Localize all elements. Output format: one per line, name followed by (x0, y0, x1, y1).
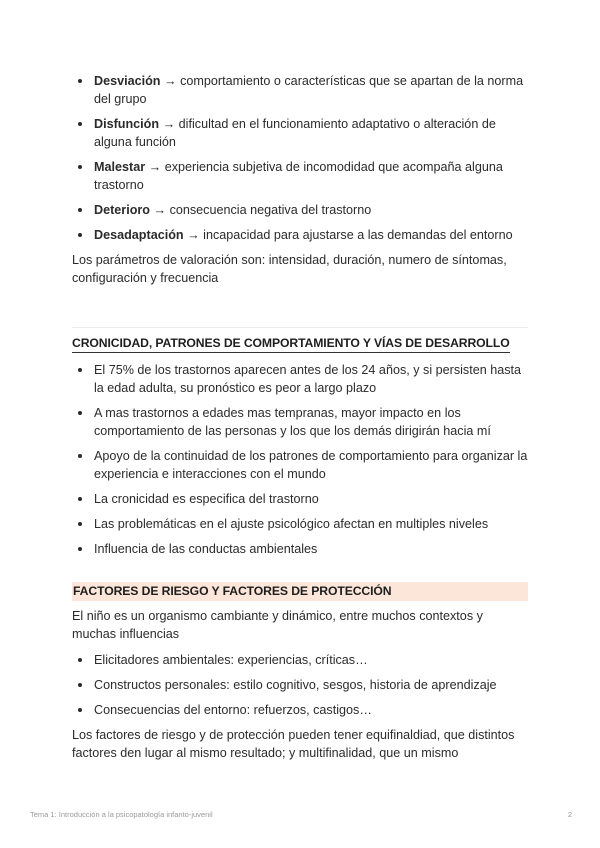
list-item-text: Constructos personales: estilo cognitivo, sesgos, historia de aprendizaje (94, 678, 497, 692)
list-item-text: Apoyo de la continuidad de los patrones de comportamiento para organizar la experiencia e interacciones con el mundo (94, 449, 528, 481)
intro-list (72, 72, 528, 244)
list-item-text: La cronicidad es especifica del trastorno (94, 492, 319, 506)
bullet-icon (78, 497, 82, 501)
list-item-text: → dificultad en el funcionamiento adaptativo o alteración de alguna función (94, 117, 496, 149)
list-item (72, 701, 528, 719)
section-heading-highlighted: FACTORES DE RIESGO Y FACTORES DE PROTECCIÓN (72, 582, 528, 601)
list-item (72, 72, 528, 108)
list-item-term: Desviación (94, 74, 161, 88)
list-item-text: A mas trastornos a edades mas tempranas, mayor impacto en los comportamiento de las personas y los que los demás dirigirán hacia mí (94, 406, 491, 438)
section-heading: CRONICIDAD, PATRONES DE COMPORTAMIENTO Y VÍAS DE DESARROLLO (72, 335, 510, 353)
list-item-text: → comportamiento o características que se apartan de la norma del grupo (94, 74, 524, 106)
list-item-text: Las problemáticas en el ajuste psicológico afectan en multiples niveles (94, 517, 489, 531)
footer-title: Tema 1: Introducción a la psicopatología infanto-juvenil (30, 810, 213, 819)
bullet-icon (78, 233, 82, 237)
list-item (72, 361, 528, 397)
section-paragraph: El niño es un organismo cambiante y dinámico, entre muchos contextos y muchas influencias (72, 609, 483, 641)
list-item (72, 201, 528, 219)
list-item-text: → incapacidad para ajustarse a las demandas del entorno (183, 228, 513, 242)
list-item (72, 404, 528, 440)
section-list (72, 651, 528, 719)
list-item-text: Elicitadores ambientales: experiencias, críticas… (94, 653, 368, 667)
list-item (72, 651, 528, 669)
bullet-icon (78, 368, 82, 372)
list-item (72, 447, 528, 483)
section-factores (72, 582, 528, 762)
bullet-icon (78, 165, 82, 169)
list-item (72, 490, 528, 508)
list-item (72, 158, 528, 194)
list-item (72, 515, 528, 533)
list-item-term: Malestar (94, 160, 146, 174)
list-item-text: Consecuencias del entorno: refuerzos, castigos… (94, 703, 372, 717)
bullet-icon (78, 658, 82, 662)
list-item-term: Disfunción (94, 117, 160, 131)
section-list (72, 361, 528, 558)
list-item (72, 676, 528, 694)
page-number: 2 (567, 810, 572, 819)
bullet-icon (78, 454, 82, 458)
bullet-icon (78, 547, 82, 551)
bullet-icon (78, 683, 82, 687)
list-item-text: Influencia de las conductas ambientales (94, 542, 318, 556)
list-item (72, 540, 528, 558)
list-item-text: → consecuencia negativa del trastorno (149, 203, 372, 217)
bullet-icon (78, 522, 82, 526)
page-content (72, 72, 528, 762)
bullet-icon (78, 122, 82, 126)
intro-paragraph: Los parámetros de valoración son: intensidad, duración, numero de síntomas, configuración y frecuencia (72, 253, 507, 285)
bullet-icon (78, 708, 82, 712)
list-item-text: El 75% de los trastornos aparecen antes de los 24 años, y si persisten hasta la edad adulta, su pronóstico es peor a largo plazo (94, 363, 522, 395)
list-item-term: Deterioro (94, 203, 150, 217)
page-footer (30, 810, 572, 819)
section-cronicidad (72, 327, 528, 558)
list-item-text: → experiencia subjetiva de incomodidad que acompaña alguna trastorno (94, 160, 503, 192)
list-item-term: Desadaptación (94, 228, 184, 242)
section-paragraph: Los factores de riesgo y de protección pueden tener equifinaldiad, que distintos factores den lugar al mismo resultado; y multifinalidad, que un mismo (72, 728, 515, 760)
bullet-icon (78, 411, 82, 415)
bullet-icon (78, 208, 82, 212)
list-item (72, 115, 528, 151)
list-item (72, 226, 528, 244)
bullet-icon (78, 79, 82, 83)
